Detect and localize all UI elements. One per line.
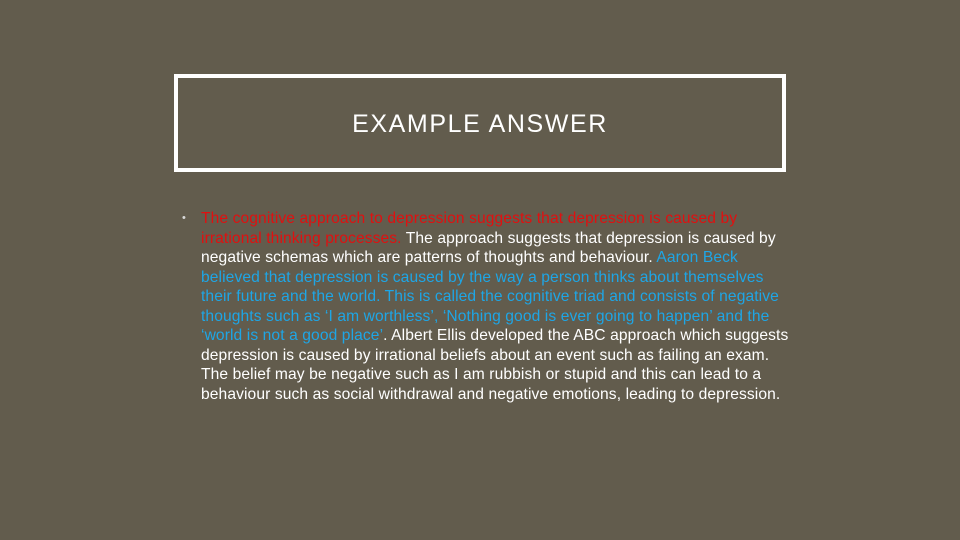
title-box	[174, 74, 786, 172]
answer-segment-ellis: . Albert Ellis developed the ABC approach which suggests depression is caused by irrational beliefs about an event such as failing an exam. The belief may be negative such as I am rubbish or stupid and this can lead to a behaviour such as social withdrawal and negative emotions, leading to depression.	[201, 327, 789, 403]
slide-title: EXAMPLE ANSWER	[352, 109, 608, 138]
answer-segment-red-intro: The cognitive approach to depression suggests that depression is caused by irrational thinking processes.	[201, 210, 738, 247]
bullet-icon: •	[182, 212, 186, 224]
answer-paragraph	[201, 209, 792, 404]
answer-segment-beck: Aaron Beck believed that depression is caused by the way a person thinks about themselves their future and the world. This is called the cognitive triad and consists of negative thoughts such as ‘I am worthless’, ‘Nothing good is ever going to happen’ and the ‘world is not a good place’	[201, 249, 779, 344]
bullet-item	[182, 209, 792, 404]
answer-content	[182, 209, 792, 404]
answer-segment-schemas: The approach suggests that depression is caused by negative schemas which are patterns of thoughts and behaviour.	[201, 229, 776, 266]
